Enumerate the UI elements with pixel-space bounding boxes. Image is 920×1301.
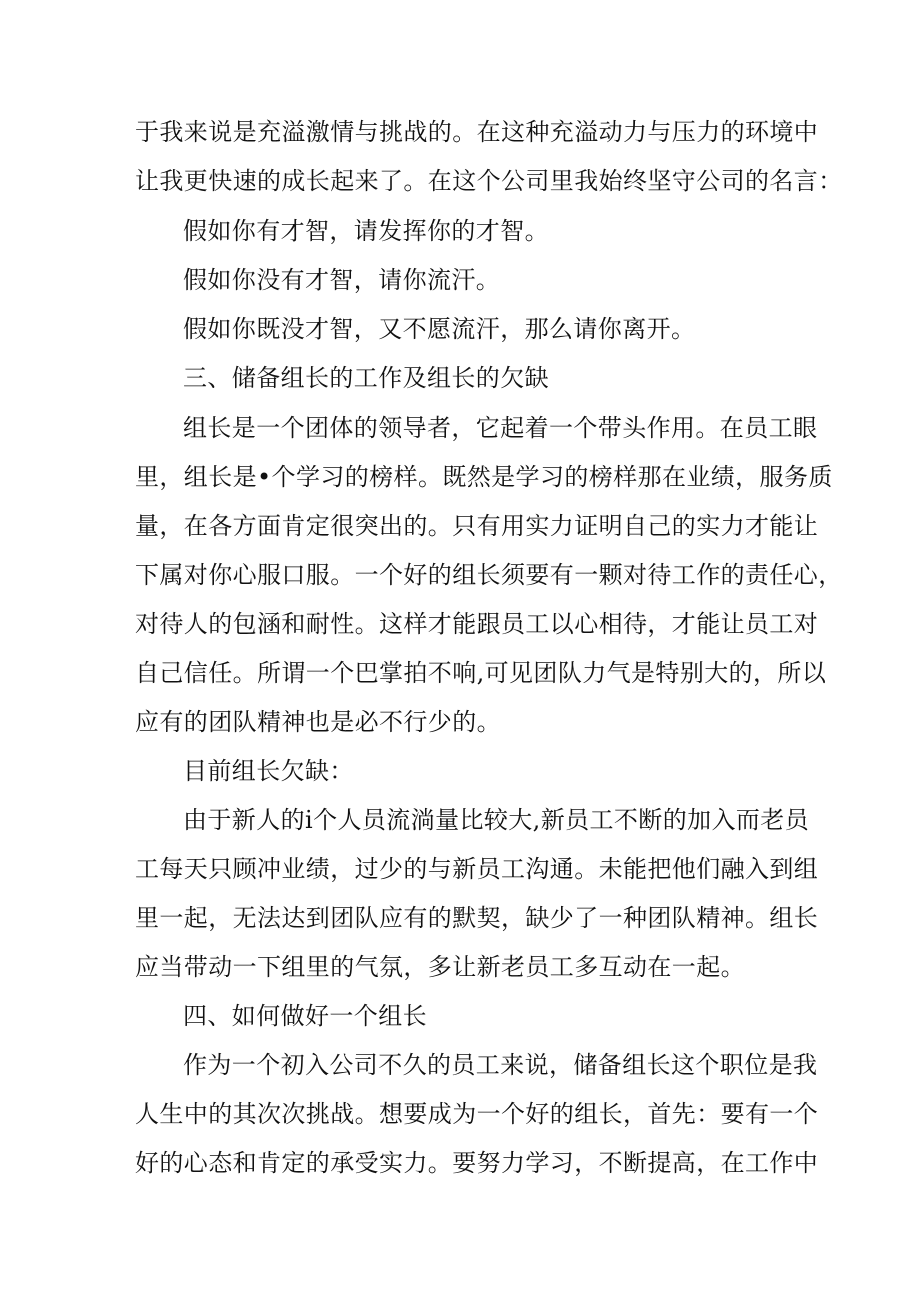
- paragraph-line: 组长是一个团体的领导者，它起着一个带头作用。在员工眼: [183, 414, 818, 442]
- paragraph-line: 好的心态和肯定的承受实力。要努力学习，不断提高，在工作中: [135, 1149, 819, 1177]
- paragraph-line: 里，组长是•个学习的榜样。既然是学习的榜样那在业绩，服务质: [135, 463, 833, 491]
- section-heading: 四、如何做好一个组长: [183, 1002, 427, 1030]
- motto-line: 假如你没有才智，请你流汗。: [183, 266, 501, 294]
- paragraph-line: 人生中的其次次挑战。想要成为一个好的组长，首先：要有一个: [135, 1100, 819, 1128]
- paragraph-line: 对待人的包涵和耐性。这样才能跟员工以心相待，才能让员工对: [135, 610, 819, 638]
- paragraph-line: 应当带动一下组里的气氛，多让新老员工多互动在一起。: [135, 953, 745, 981]
- motto-line: 假如你有才智，请发挥你的才智。: [183, 217, 549, 245]
- paragraph-line: 里一起，无法达到团队应有的默契，缺少了一种团队精神。组长: [135, 904, 819, 932]
- paragraph-line: 于我来说是充溢激情与挑战的。在这种充溢动力与压力的环境中: [135, 118, 819, 146]
- subheading: 目前组长欠缺：: [183, 757, 354, 785]
- paragraph-line: 量，在各方面肯定很突出的。只有用实力证明自己的实力才能让: [135, 512, 819, 540]
- paragraph-line: 下属对你心服口服。一个好的组长须要有一颗对待工作的责任心，: [135, 561, 843, 589]
- section-heading: 三、储备组长的工作及组长的欠缺: [183, 364, 549, 392]
- paragraph-line: 作为一个初入公司不久的员工来说，储备组长这个职位是我: [183, 1051, 818, 1079]
- paragraph-line: 由于新人的i个人员流淌量比较大,新员工不断的加入而老员: [183, 806, 810, 834]
- paragraph-line: 应有的团队精神也是必不行少的。: [135, 708, 501, 736]
- paragraph-line: 让我更快速的成长起来了。在这个公司里我始终坚守公司的名言：: [135, 167, 843, 195]
- paragraph-line: 自己信任。所谓一个巴掌拍不响,可见团队力气是特别大的，所以: [135, 659, 827, 687]
- paragraph-line: 工每天只顾冲业绩，过少的与新员工沟通。未能把他们融入到组: [135, 855, 819, 883]
- motto-line: 假如你既没才智，又不愿流汗，那么请你离开。: [183, 315, 696, 343]
